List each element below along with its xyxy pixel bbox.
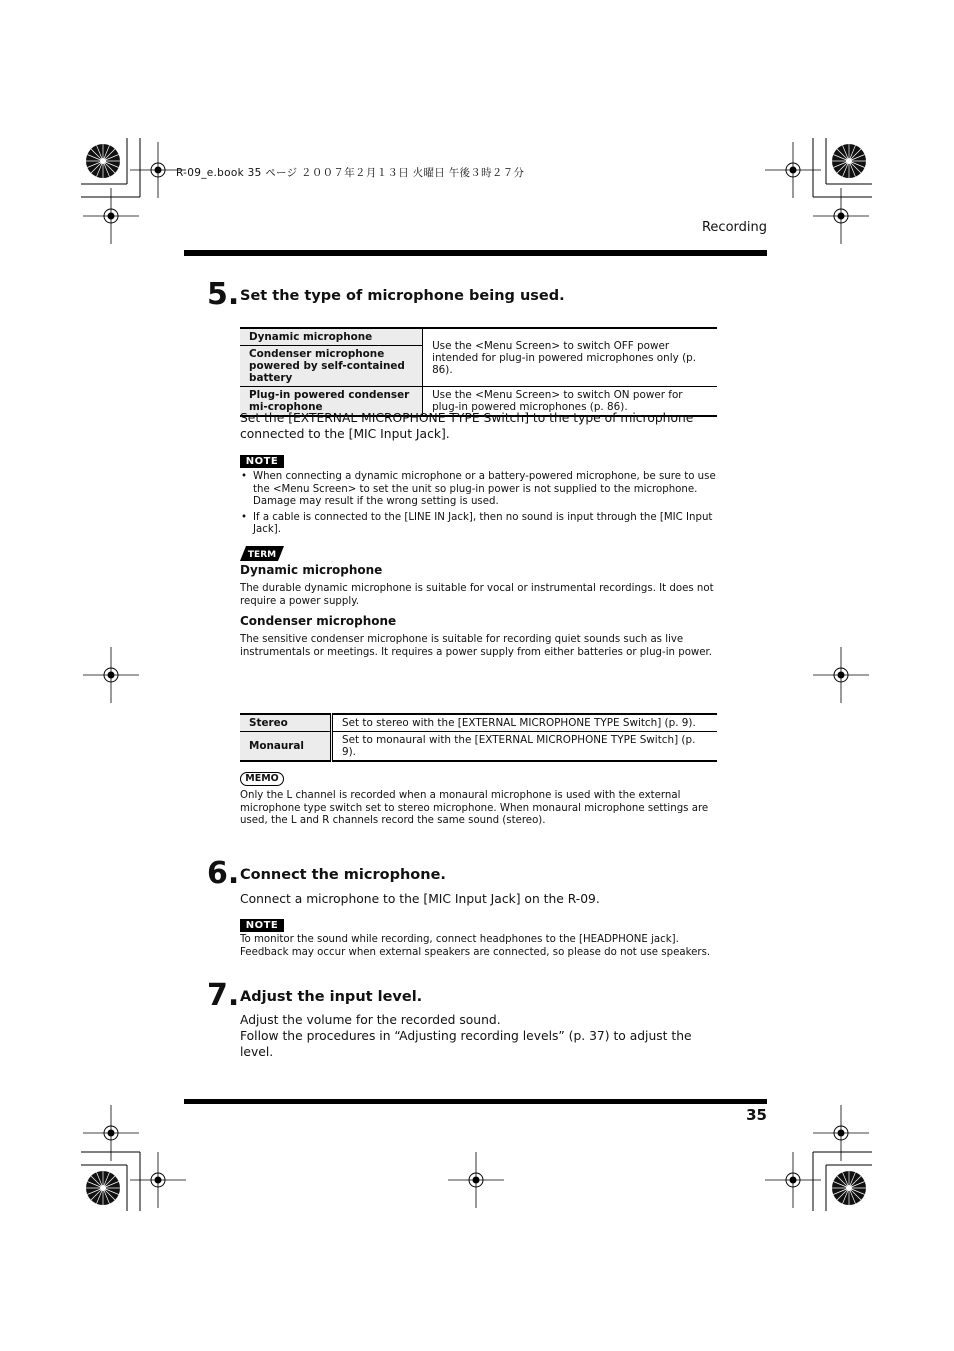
term-text: The durable dynamic microphone is suitable for vocal or instrumental recordings. It does not require a power supply. [240,583,714,607]
step-title: Adjust the input level. [240,989,423,1005]
stereo-table [240,713,717,762]
table-cell-label: Plug-in powered condenser mi-crophone [240,387,423,417]
table-cell-desc: Set to monaural with the [EXTERNAL MICROPHONE TYPE Switch] (p. 9). [342,734,696,758]
print-header: R-09_e.book 35 ページ ２００７年２月１３日 火曜日 午後３時２７分 [176,167,525,179]
step-number: 7. [207,978,240,1013]
step-number: 6. [207,856,240,891]
step-number: 5. [207,277,240,312]
table-cell-label: Monaural [240,732,332,762]
step-text: Adjust the volume for the recorded sound. [240,1013,501,1027]
note-label: NOTE [240,919,284,932]
term-heading: Condenser microphone [240,614,397,628]
header-rule [184,250,767,256]
memo-text: Only the L channel is recorded when a monaural microphone is used with the external microphone type switch set to stereo microphone. When monaural microphone settings are used, the L and R channels record the same sound (stereo). [240,790,709,826]
step-text: Follow the procedures in “Adjusting recording levels” (p. 37) to adjust the level. [240,1029,692,1059]
table-cell-label: Dynamic microphone [240,328,423,346]
step-title: Connect the microphone. [240,867,446,883]
memo-label: MEMO [240,772,284,786]
table-cell-label: Stereo [240,714,332,732]
term-label-icon [240,546,284,561]
table-cell-desc: Use the <Menu Screen> to switch OFF power intended for plug-in powered microphones only (p. 86). [423,328,717,387]
list-item: • If a cable is connected to the [LINE IN Jack], then no sound is input through the [MIC Input Jack]. [240,512,725,537]
term-label: TERM [247,550,277,560]
step-text: Connect a microphone to the [MIC Input Jack] on the R-09. [240,892,600,906]
mic-type-table [240,327,717,417]
note-bullets [240,471,725,540]
note-text: To monitor the sound while recording, connect headphones to the [HEADPHONE jack]. Feedback may occur when external speakers are connected, so please do not use speakers. [240,934,711,958]
step-title: Set the type of microphone being used. [240,288,565,304]
term-heading: Dynamic microphone [240,563,383,577]
footer-rule [184,1099,767,1104]
table-cell-desc: Use the <Menu Screen> to switch ON power for plug-in powered microphones (p. 86). [423,387,717,417]
table-cell-desc: Set to stereo with the [EXTERNAL MICROPHONE TYPE Switch] (p. 9). [332,714,718,732]
switch-instruction: Set the [EXTERNAL MICROPHONE TYPE Switch] to the type of microphone connected to the [MIC Input Jack]. [240,411,694,441]
note-label: NOTE [240,455,284,468]
table-cell-label: Condenser microphone powered by self-contained battery [240,346,423,387]
page-number: 35 [746,1106,767,1124]
running-head: Recording [701,220,767,235]
list-item: • When connecting a dynamic microphone or a battery-powered microphone, be sure to use the <Menu Screen> to set the unit so plug-in power is not supplied to the microphone. Damage may result if the wrong setting is used. [240,471,725,509]
term-text: The sensitive condenser microphone is suitable for recording quiet sounds such as live instrumentals or meetings. It requires a power supply from either batteries or plug-in power. [240,634,713,658]
